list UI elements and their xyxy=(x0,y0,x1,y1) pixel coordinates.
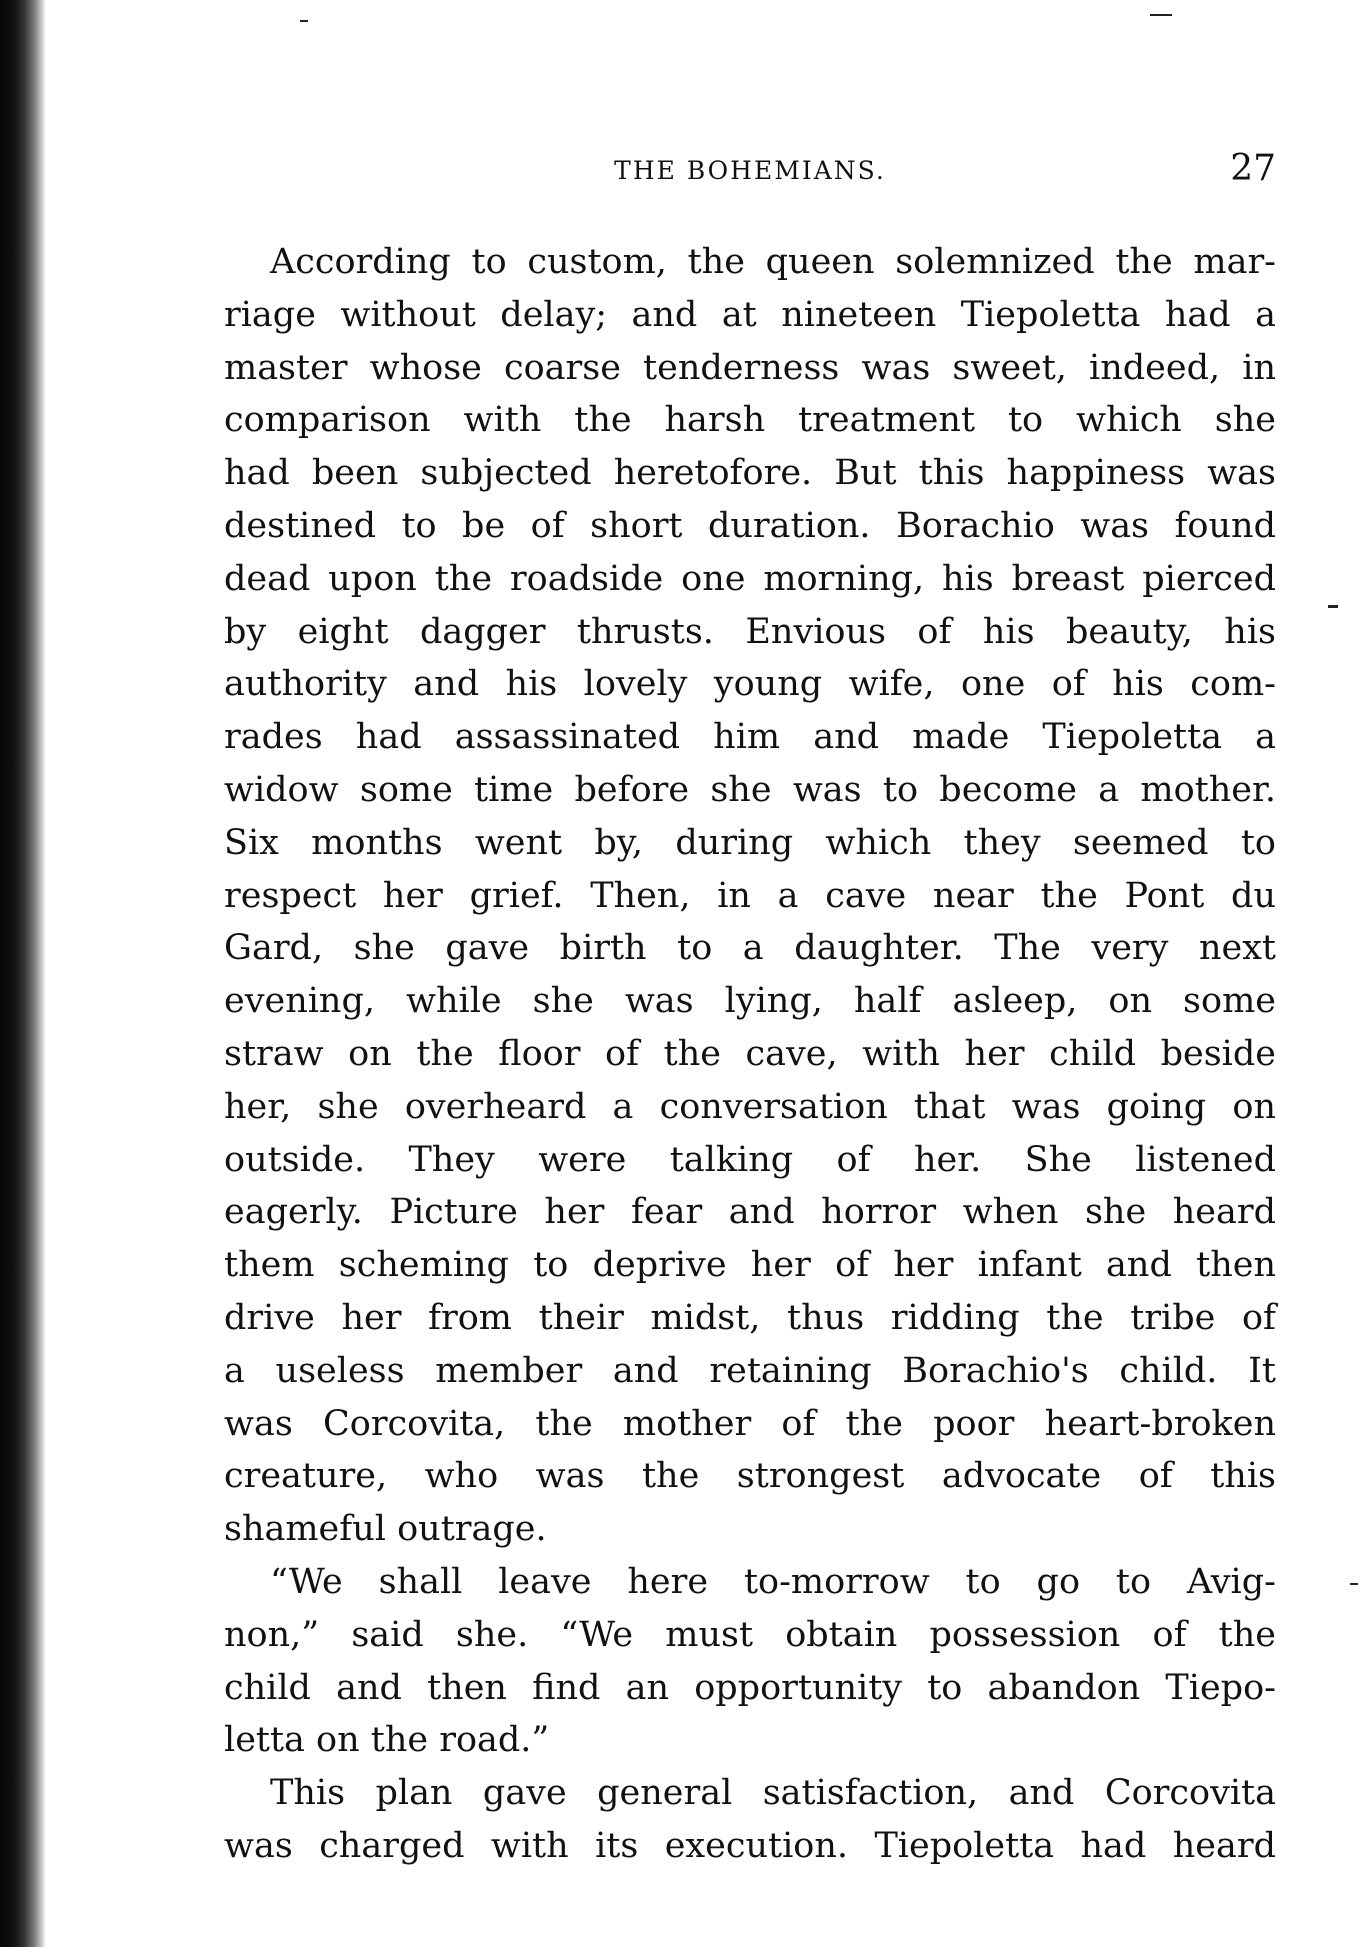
text-line: creature, who was the strongest advocate of this xyxy=(224,1456,1276,1497)
text-line: drive her from their midst, thus ridding the tribe of xyxy=(224,1297,1276,1338)
running-title: THE BOHEMIANS. xyxy=(614,156,886,185)
book-binding-shadow xyxy=(0,0,46,1947)
text-line: straw on the floor of the cave, with her child beside xyxy=(224,1033,1276,1074)
text-line: According to custom, the queen solemnized the mar- xyxy=(270,242,1276,282)
scan-speck xyxy=(1350,1583,1358,1585)
text-line: master whose coarse tenderness was sweet, indeed, in xyxy=(224,347,1276,388)
text-line: dead upon the roadside one morning, his breast pierced xyxy=(224,558,1276,599)
scan-speck xyxy=(1328,605,1338,608)
text-line: evening, while she was lying, half asleep, on some xyxy=(224,981,1276,1022)
text-line: “We shall leave here to-morrow to go to Avig- xyxy=(270,1561,1276,1602)
text-line: child and then find an opportunity to abandon Tiepo- xyxy=(224,1667,1276,1708)
text-line: non,” said she. “We must obtain possession of the xyxy=(224,1614,1276,1655)
text-line: a useless member and retaining Borachio's child. It xyxy=(224,1350,1276,1391)
text-line: was charged with its execution. Tiepoletta had heard xyxy=(224,1825,1276,1866)
text-line: letta on the road.” xyxy=(224,1720,550,1761)
scan-speck xyxy=(300,20,308,22)
page-number: 27 xyxy=(1230,148,1276,189)
text-line: This plan gave general satisfaction, and Corcovita xyxy=(270,1773,1276,1814)
text-line: them scheming to deprive her of her infant and then xyxy=(224,1245,1276,1286)
body-text xyxy=(224,236,1276,1873)
text-line: eagerly. Picture her fear and horror when she heard xyxy=(224,1192,1276,1233)
text-line: by eight dagger thrusts. Envious of his beauty, his xyxy=(224,611,1276,652)
text-line: respect her grief. Then, in a cave near the Pont du xyxy=(224,875,1276,916)
text-line: Six months went by, during which they seemed to xyxy=(224,822,1276,863)
text-line: was Corcovita, the mother of the poor heart-broken xyxy=(224,1403,1276,1444)
text-line: rades had assassinated him and made Tiepoletta a xyxy=(224,717,1276,758)
text-line: Gard, she gave birth to a daughter. The very next xyxy=(224,928,1276,969)
text-line: authority and his lovely young wife, one of his com- xyxy=(224,664,1276,705)
text-line: shameful outrage. xyxy=(224,1509,547,1550)
scan-speck xyxy=(1150,14,1172,16)
text-line: widow some time before she was to become a mother. xyxy=(224,769,1276,810)
text-line: her, she overheard a conversation that was going on xyxy=(224,1086,1276,1127)
text-line: had been subjected heretofore. But this happiness was xyxy=(224,453,1276,494)
text-line: destined to be of short duration. Borachio was found xyxy=(224,505,1276,546)
text-line: riage without delay; and at nineteen Tiepoletta had a xyxy=(224,294,1276,335)
text-line: outside. They were talking of her. She listened xyxy=(224,1139,1276,1180)
page-header xyxy=(224,148,1276,198)
text-line: comparison with the harsh treatment to which she xyxy=(224,400,1276,441)
